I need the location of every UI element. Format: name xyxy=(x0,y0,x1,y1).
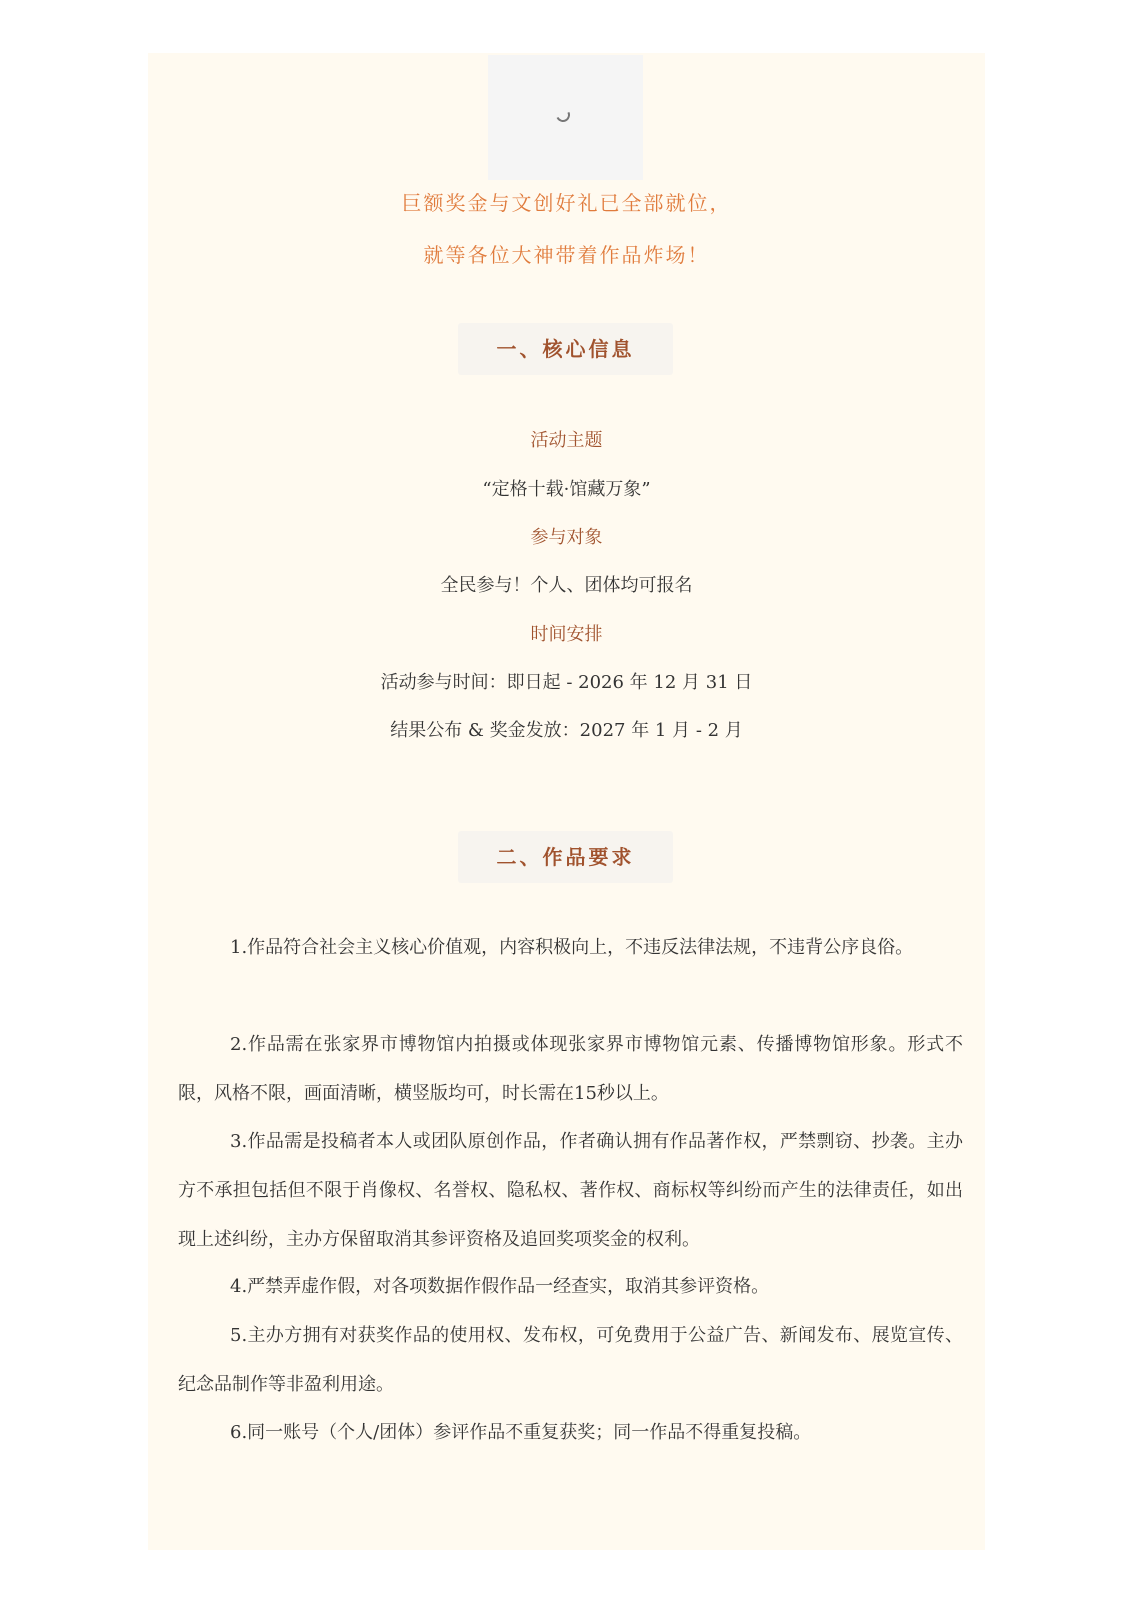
requirement-item-2: 2.作品需在张家界市博物馆内拍摄或体现张家界市博物馆元素、传播博物馆形象。形式不限，风格不限，画面清晰，横竖版均可，时长需在15秒以上。 xyxy=(178,1034,963,1104)
requirement-item-1: 1.作品符合社会主义核心价值观，内容积极向上，不违反法律法规，不违背公序良俗。 xyxy=(230,937,914,958)
loading-image xyxy=(488,55,643,180)
schedule-result-time: 结果公布 & 奖金发放：2027 年 1 月 - 2 月 xyxy=(390,720,743,741)
section-title-requirements: 二、作品要求 xyxy=(458,831,673,883)
headline-line-1: 巨额奖金与文创好礼已全部就位， xyxy=(401,191,732,215)
schedule-label: 时间安排 xyxy=(530,624,603,645)
section-title-core-info: 一、核心信息 xyxy=(458,323,673,375)
requirement-item-6: 6.同一账号（个人/团体）参评作品不重复获奖；同一作品不得重复投稿。 xyxy=(230,1422,812,1443)
theme-value: “定格十载·馆藏万象” xyxy=(482,479,651,500)
headline-line-2: 就等各位大神带着作品炸场！ xyxy=(423,243,710,267)
article-card xyxy=(148,53,985,1550)
theme-label: 活动主题 xyxy=(530,430,603,451)
audience-label: 参与对象 xyxy=(530,527,603,548)
loading-spinner-icon xyxy=(554,106,572,124)
requirement-item-3: 3.作品需是投稿者本人或团队原创作品，作者确认拥有作品著作权，严禁剽窃、抄袭。主办方不承担包括但不限于肖像权、名誉权、隐私权、著作权、商标权等纠纷而产生的法律责任，如出现上述纠纷，主办方保留取消其参评资格及追回奖项奖金的权利。 xyxy=(178,1131,963,1250)
requirement-item-5: 5.主办方拥有对获奖作品的使用权、发布权，可免费用于公益广告、新闻发布、展览宣传、纪念品制作等非盈利用途。 xyxy=(178,1325,963,1395)
schedule-participation-time: 活动参与时间：即日起 - 2026 年 12 月 31 日 xyxy=(380,672,753,693)
requirement-item-4: 4.严禁弄虚作假，对各项数据作假作品一经查实，取消其参评资格。 xyxy=(230,1276,770,1297)
audience-value: 全民参与！个人、团体均可报名 xyxy=(440,575,693,596)
